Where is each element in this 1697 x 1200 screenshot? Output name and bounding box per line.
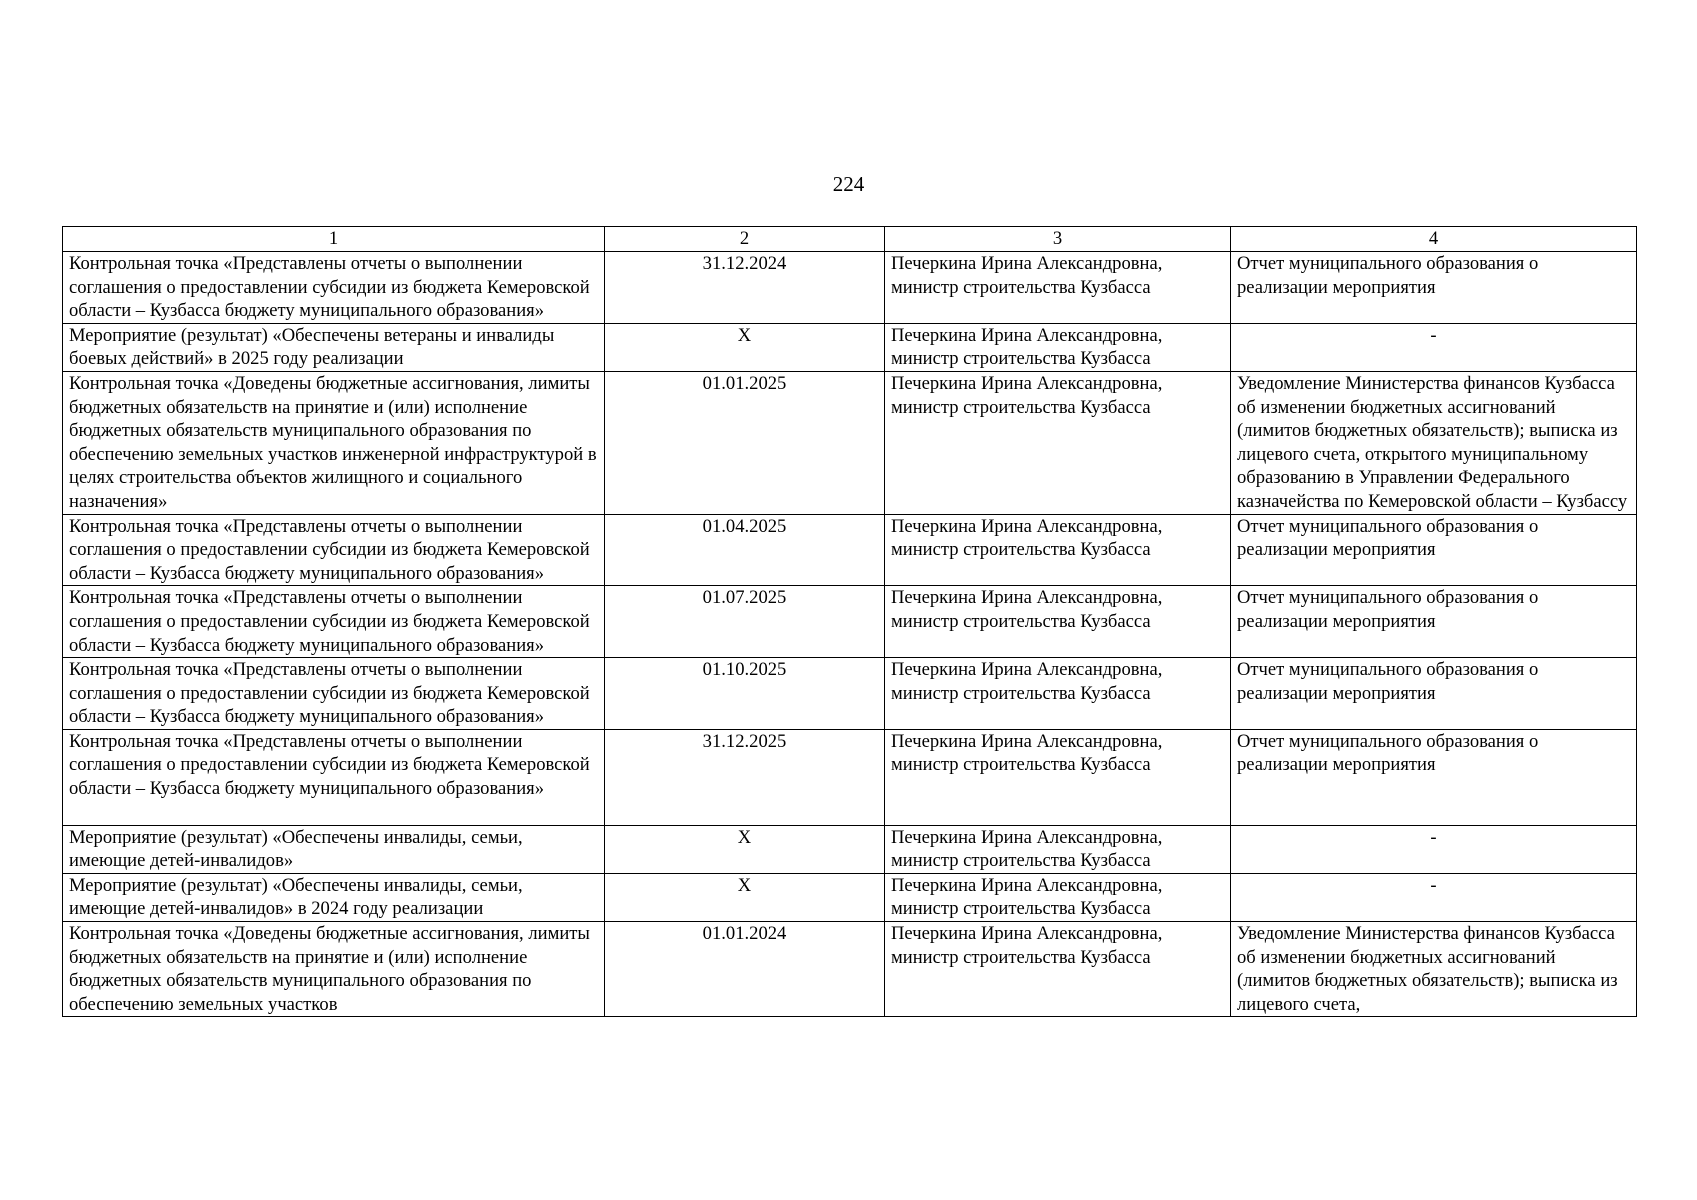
cell-date: 31.12.2025 — [605, 729, 885, 825]
cell-date: 01.07.2025 — [605, 586, 885, 658]
cell-name: Мероприятие (результат) «Обеспечены инвалиды, семьи, имеющие детей-инвалидов» в 2024 году реализации — [63, 873, 605, 921]
table-row — [63, 252, 1637, 324]
cell-name: Мероприятие (результат) «Обеспечены ветераны и инвалиды боевых действий» в 2025 году реализации — [63, 323, 605, 371]
table-row — [63, 825, 1637, 873]
cell-name: Контрольная точка «Доведены бюджетные ассигнования, лимиты бюджетных обязательств на принятие и (или) исполнение бюджетных обязательств муниципального образования по обеспечению земельных участков — [63, 922, 605, 1017]
cell-name: Контрольная точка «Представлены отчеты о выполнении соглашения о предоставлении субсидии из бюджета Кемеровской области – Кузбасса бюджету муниципального образования» — [63, 514, 605, 586]
cell-responsible: Печеркина Ирина Александровна, министр строительства Кузбасса — [885, 658, 1231, 730]
cell-name: Мероприятие (результат) «Обеспечены инвалиды, семьи, имеющие детей-инвалидов» — [63, 825, 605, 873]
cell-document: Отчет муниципального образования о реализации мероприятия — [1231, 514, 1637, 586]
cell-date: 01.01.2025 — [605, 371, 885, 514]
cell-responsible: Печеркина Ирина Александровна, министр строительства Кузбасса — [885, 873, 1231, 921]
cell-date: 01.01.2024 — [605, 922, 885, 1017]
cell-document: Отчет муниципального образования о реализации мероприятия — [1231, 252, 1637, 324]
cell-responsible: Печеркина Ирина Александровна, министр строительства Кузбасса — [885, 729, 1231, 825]
table-row — [63, 323, 1637, 371]
cell-name: Контрольная точка «Представлены отчеты о выполнении соглашения о предоставлении субсидии из бюджета Кемеровской области – Кузбасса бюджету муниципального образования» — [63, 252, 605, 324]
cell-responsible: Печеркина Ирина Александровна, министр строительства Кузбасса — [885, 922, 1231, 1017]
table-row — [63, 922, 1637, 1017]
cell-document: Отчет муниципального образования о реализации мероприятия — [1231, 729, 1637, 825]
cell-date: 01.10.2025 — [605, 658, 885, 730]
table-row — [63, 729, 1637, 825]
table-row — [63, 873, 1637, 921]
table-header-row — [63, 227, 1637, 252]
cell-responsible: Печеркина Ирина Александровна, министр строительства Кузбасса — [885, 323, 1231, 371]
activities-table — [62, 226, 1637, 1017]
cell-date: X — [605, 825, 885, 873]
cell-date: 31.12.2024 — [605, 252, 885, 324]
page-number: 224 — [832, 172, 865, 196]
cell-document: Уведомление Министерства финансов Кузбасса об изменении бюджетных ассигнований (лимитов бюджетных обязательств); выписка из лицевого счета, — [1231, 922, 1637, 1017]
cell-responsible: Печеркина Ирина Александровна, министр строительства Кузбасса — [885, 586, 1231, 658]
cell-document: - — [1231, 873, 1637, 921]
cell-document: - — [1231, 825, 1637, 873]
cell-document: Уведомление Министерства финансов Кузбасса об изменении бюджетных ассигнований (лимитов бюджетных обязательств); выписка из лицевого счета, открытого муниципальному образованию в Управлении Федерального казначейства по Кемеровской области – Кузбассу — [1231, 371, 1637, 514]
table-row — [63, 514, 1637, 586]
cell-responsible: Печеркина Ирина Александровна, министр строительства Кузбасса — [885, 252, 1231, 324]
cell-date: X — [605, 323, 885, 371]
cell-date: X — [605, 873, 885, 921]
column-header-4: 4 — [1231, 227, 1637, 252]
table-row — [63, 658, 1637, 730]
cell-name: Контрольная точка «Доведены бюджетные ассигнования, лимиты бюджетных обязательств на принятие и (или) исполнение бюджетных обязательств муниципального образования по обеспечению земельных участков инженерной инфраструктурой в целях строительства объектов жилищного и социального назначения» — [63, 371, 605, 514]
cell-name: Контрольная точка «Представлены отчеты о выполнении соглашения о предоставлении субсидии из бюджета Кемеровской области – Кузбасса бюджету муниципального образования» — [63, 586, 605, 658]
column-header-1: 1 — [63, 227, 605, 252]
cell-document: - — [1231, 323, 1637, 371]
cell-document: Отчет муниципального образования о реализации мероприятия — [1231, 658, 1637, 730]
cell-responsible: Печеркина Ирина Александровна, министр строительства Кузбасса — [885, 371, 1231, 514]
cell-document: Отчет муниципального образования о реализации мероприятия — [1231, 586, 1637, 658]
cell-date: 01.04.2025 — [605, 514, 885, 586]
cell-name: Контрольная точка «Представлены отчеты о выполнении соглашения о предоставлении субсидии из бюджета Кемеровской области – Кузбасса бюджету муниципального образования» — [63, 658, 605, 730]
column-header-3: 3 — [885, 227, 1231, 252]
table-row — [63, 371, 1637, 514]
column-header-2: 2 — [605, 227, 885, 252]
cell-name: Контрольная точка «Представлены отчеты о выполнении соглашения о предоставлении субсидии из бюджета Кемеровской области – Кузбасса бюджету муниципального образования» — [63, 729, 605, 825]
table-row — [63, 586, 1637, 658]
cell-responsible: Печеркина Ирина Александровна, министр строительства Кузбасса — [885, 514, 1231, 586]
cell-responsible: Печеркина Ирина Александровна, министр строительства Кузбасса — [885, 825, 1231, 873]
